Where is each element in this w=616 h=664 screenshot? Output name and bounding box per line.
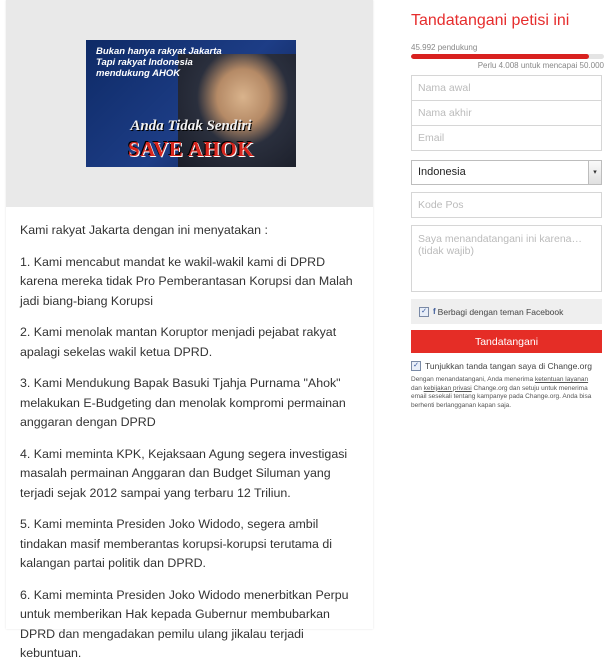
legal-text: Change.org dan setuju untuk menerima email sesekali tentang kampanye pada Change.org. Anda bisa berhenti berlangganan kapan saja. xyxy=(411,384,592,409)
petition-paragraph: 3. Kami Mendukung Bapak Basuki Tjahja Purnama "Ahok" melakukan E-Budgeting dan menolak kompromi permainan anggaran dengan DPRD xyxy=(20,376,346,429)
banner-overlay-text xyxy=(96,46,236,79)
country-select[interactable] xyxy=(411,160,602,185)
supporters-needed: Perlu 4.008 untuk mencapai 50.000 xyxy=(477,61,604,70)
legal-disclaimer xyxy=(411,376,599,410)
show-signature-label: Tunjukkan tanda tangan saya di Change.org xyxy=(425,361,592,371)
sign-title: Tandatangani petisi ini xyxy=(411,12,570,29)
legal-text: Dengan menandatangani, Anda menerima xyxy=(411,376,535,383)
show-signature-option[interactable] xyxy=(411,361,604,371)
banner-line-2: Tapi rakyat Indonesia xyxy=(96,57,193,68)
reason-textarea[interactable] xyxy=(411,225,602,292)
petition-paragraph: 5. Kami meminta Presiden Joko Widodo, segera ambil tindakan masif memberantas korupsi-korupsi terutama di kalangan partai politik dan DPRD. xyxy=(20,517,332,570)
petition-banner-image xyxy=(86,40,296,167)
petition-paragraph: 4. Kami meminta KPK, Kejaksaan Agung segera investigasi masalah permainan Anggaran dan Budget Siluman yang terjadi sejak 2012 sampai yang terbaru 12 Triliun. xyxy=(20,446,348,500)
banner-caption-2: SAVE AHOK xyxy=(127,137,255,161)
facebook-share-checkbox[interactable]: ✓ xyxy=(419,307,429,317)
sign-button[interactable]: Tandatangani xyxy=(411,330,602,353)
chevron-down-icon[interactable]: ▾ xyxy=(588,161,601,184)
petition-paragraph: 6. Kami meminta Presiden Joko Widodo menerbitkan Perpu untuk memberikan Hak kepada Gubernur membubarkan DPRD dan mengadakan pemilu ulang jikalau terjadi kebuntuan. xyxy=(20,587,349,660)
banner-caption xyxy=(86,118,296,162)
petition-paragraph: 2. Kami menolak mantan Koruptor menjadi pejabat rakyat apalagi sekelas wakil ketua DPRD. xyxy=(20,325,337,359)
sign-petition-panel xyxy=(411,0,604,410)
progress-bar-fill xyxy=(411,54,589,59)
show-signature-checkbox[interactable]: ✓ xyxy=(411,361,421,371)
banner-caption-1: Anda Tidak Sendiri xyxy=(130,118,252,134)
progress-bar xyxy=(411,54,604,59)
legal-text: dan xyxy=(411,384,424,392)
petition-description xyxy=(6,207,373,664)
email-input[interactable] xyxy=(411,125,602,151)
postal-code-input[interactable] xyxy=(411,192,602,218)
petition-paragraph: 1. Kami mencabut mandat ke wakil-wakil kami di DPRD karena mereka tidak Pro Pemberantasan Korupsi dan Malah jadi biang-biang Korupsi xyxy=(20,254,353,308)
supporter-count: 45.992 pendukung xyxy=(411,43,478,52)
banner-line-3: mendukung AHOK xyxy=(96,68,181,79)
banner-line-1: Bukan hanya rakyat Jakarta xyxy=(96,46,222,57)
facebook-icon: f xyxy=(433,307,436,316)
petition-paragraph: Kami rakyat Jakarta dengan ini menyatakan : xyxy=(20,223,268,237)
petition-content-panel xyxy=(6,0,373,660)
petition-image-area xyxy=(6,0,373,207)
facebook-share-label: Berbagi dengan teman Facebook xyxy=(437,306,564,317)
country-value: Indonesia xyxy=(418,166,466,178)
privacy-link[interactable]: kebijakan privasi xyxy=(423,384,472,392)
facebook-share-option[interactable] xyxy=(411,299,602,324)
last-name-input[interactable] xyxy=(411,100,602,126)
first-name-input[interactable] xyxy=(411,75,602,101)
terms-link[interactable]: ketentuan layanan xyxy=(534,376,589,383)
